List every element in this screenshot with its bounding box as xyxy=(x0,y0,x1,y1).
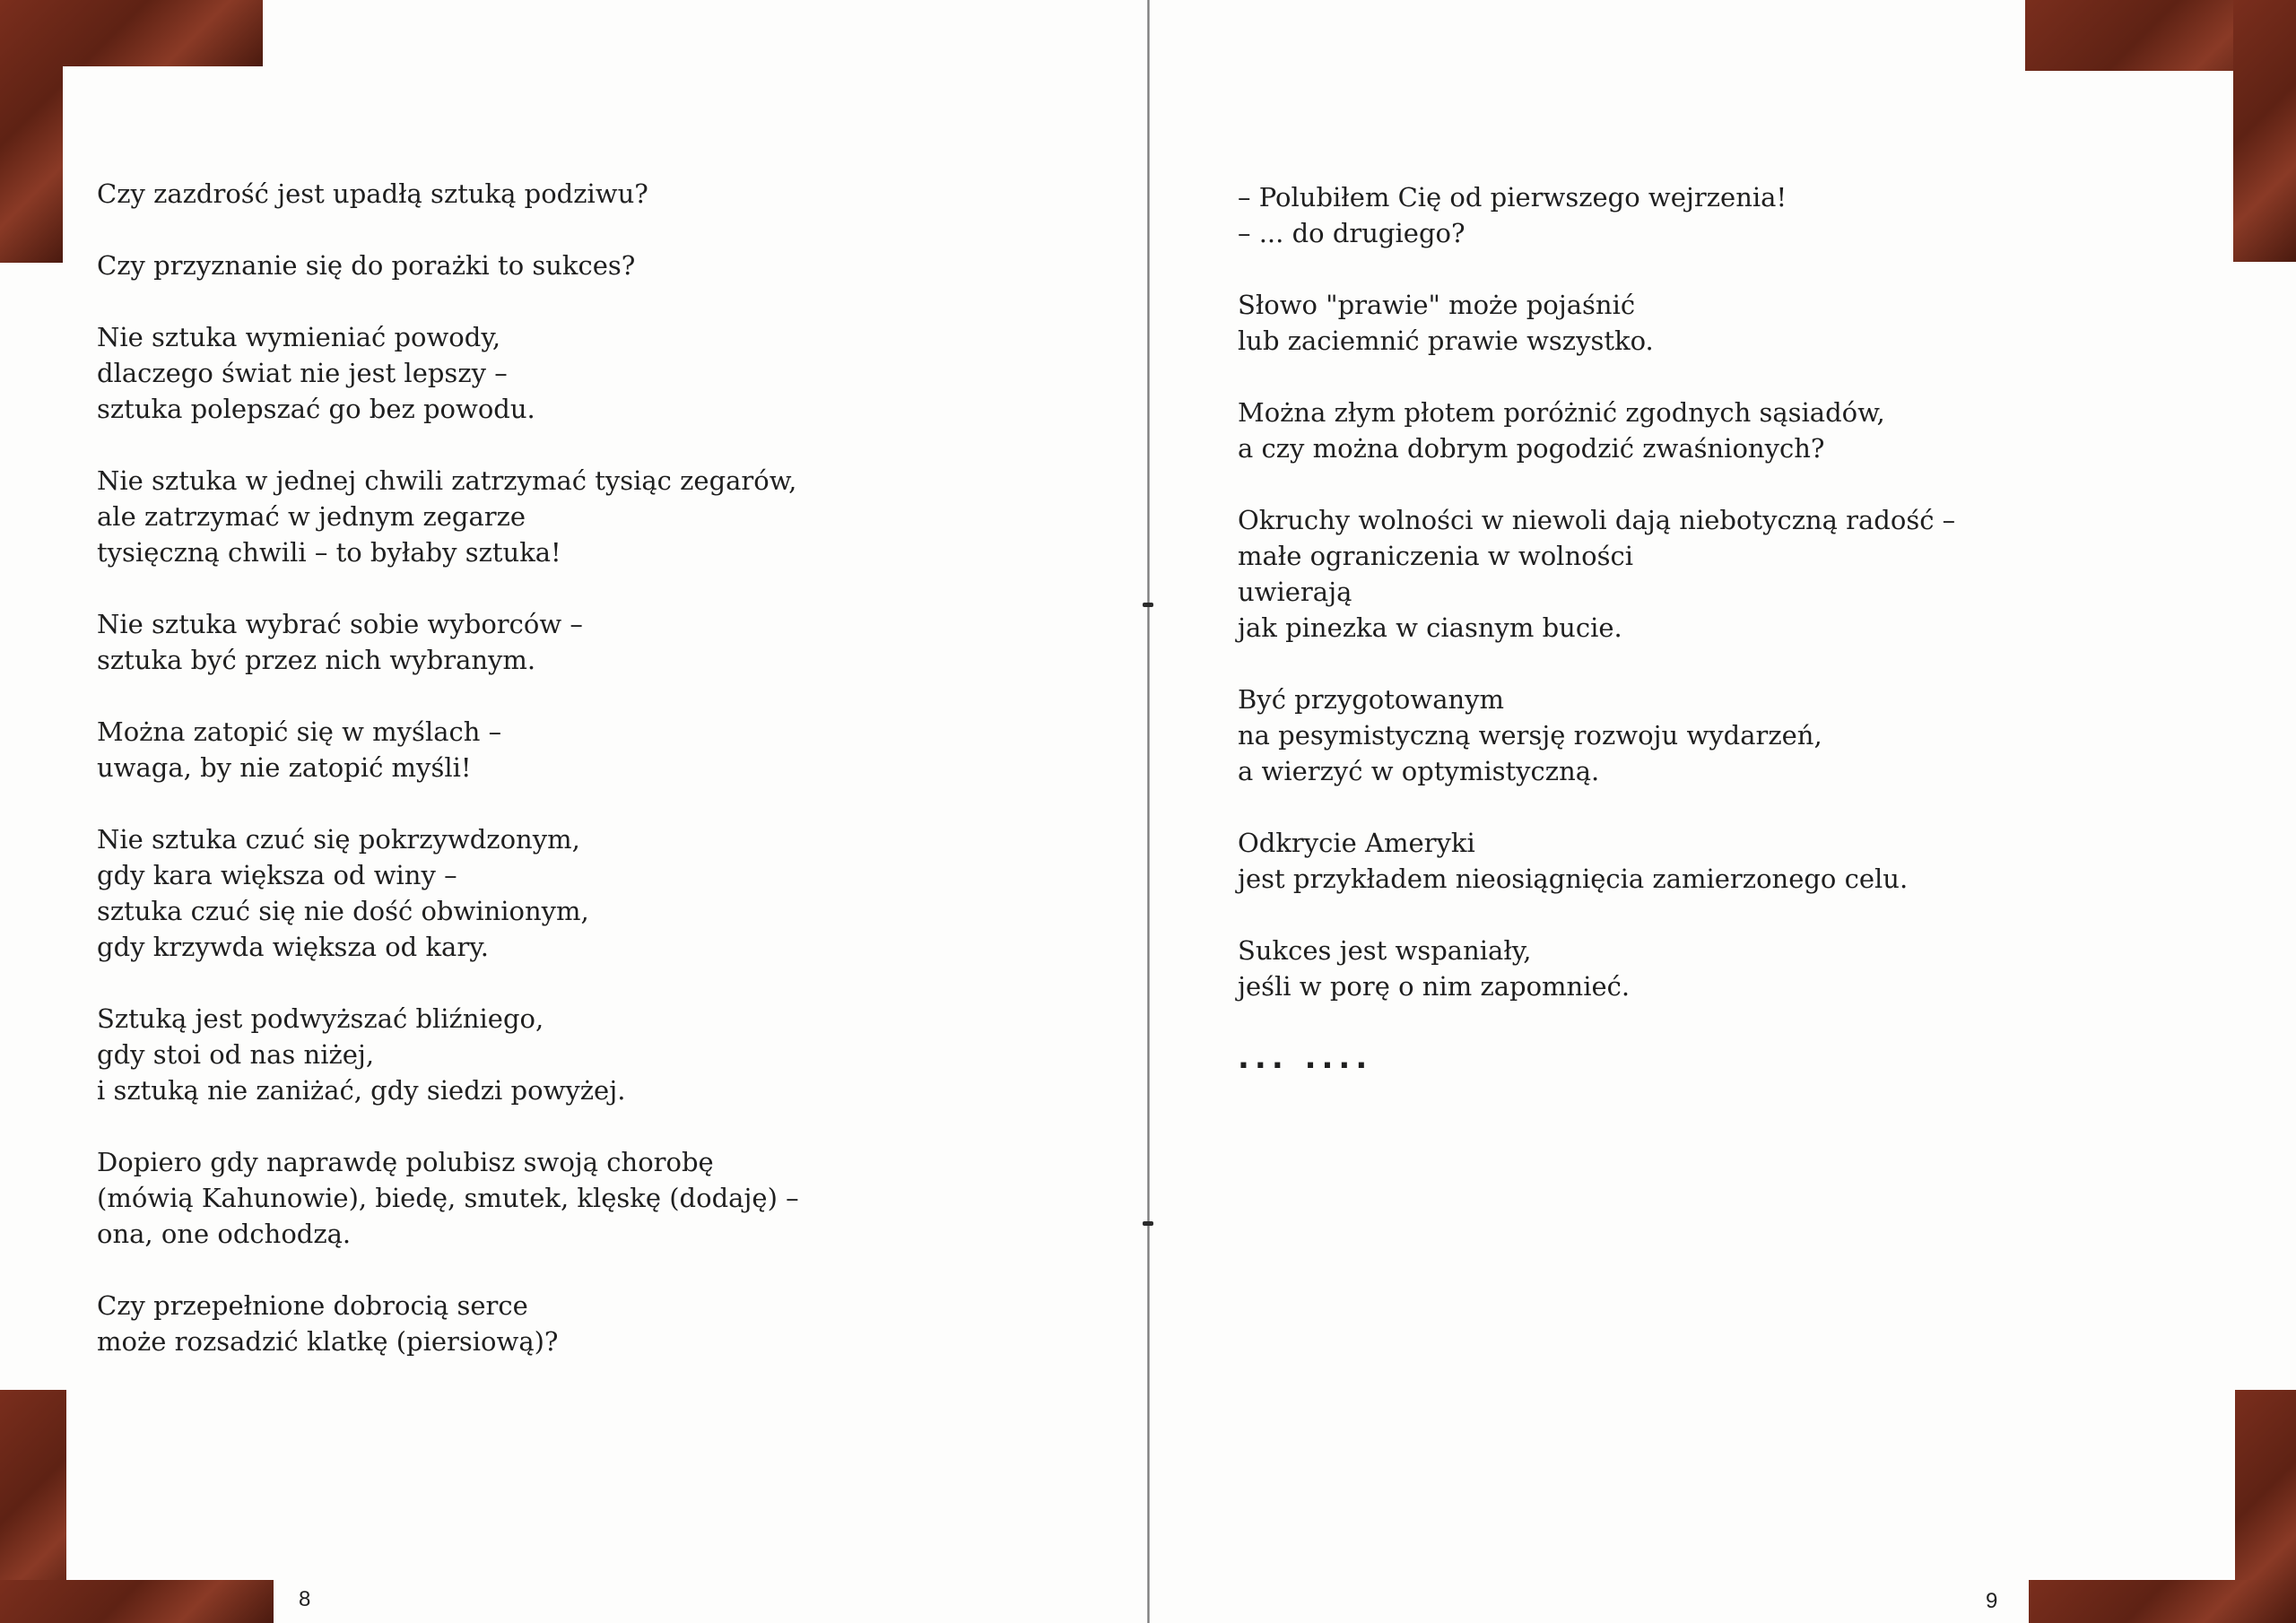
left-page-number: 8 xyxy=(299,1587,311,1611)
stanza xyxy=(97,714,1048,785)
text-line: jest przykładem nieosiągnięcia zamierzonego celu. xyxy=(1238,864,1909,894)
text-line: jak pinezka w ciasnym bucie. xyxy=(1238,612,1622,643)
text-line: uwaga, by nie zatopić myśli! xyxy=(97,752,472,783)
stanza xyxy=(1238,502,2188,646)
stanza xyxy=(97,319,1048,427)
text-line: Czy zazdrość jest upadłą sztuką podziwu? xyxy=(97,178,648,209)
text-line: ale zatrzymać w jednym zegarze xyxy=(97,501,526,532)
text-line: i sztuką nie zaniżać, gdy siedzi powyżej. xyxy=(97,1075,626,1106)
text-line: gdy stoi od nas niżej, xyxy=(97,1039,375,1070)
stanza xyxy=(97,1001,1048,1108)
stanza xyxy=(1238,825,2188,897)
book-gutter xyxy=(1147,0,1150,1623)
stanza xyxy=(1238,287,2188,359)
right-page-number: 9 xyxy=(1986,1589,1998,1613)
text-line: jeśli w porę o nim zapomnieć. xyxy=(1238,971,1631,1002)
left-page-text xyxy=(97,176,1048,1395)
text-line: Czy przyznanie się do porażki to sukces? xyxy=(97,250,636,281)
text-line: gdy krzywda większa od kary. xyxy=(97,932,489,962)
text-line: Słowo "prawie" może pojaśnić xyxy=(1238,290,1636,320)
text-line: tysięczną chwili – to byłaby sztuka! xyxy=(97,537,561,568)
stanza xyxy=(1238,681,2188,789)
right-page-text xyxy=(1238,179,2188,1076)
text-line: Można zatopić się w myślach – xyxy=(97,716,502,747)
text-line: – ... do drugiego? xyxy=(1238,218,1465,248)
text-line: Nie sztuka wymieniać powody, xyxy=(97,322,501,352)
text-line: Sukces jest wspaniały, xyxy=(1238,935,1532,966)
text-line: gdy kara większa od winy – xyxy=(97,860,457,890)
text-line: Nie sztuka wybrać sobie wyborców – xyxy=(97,609,583,639)
text-line: Nie sztuka w jednej chwili zatrzymać tysiąc zegarów, xyxy=(97,465,797,496)
text-line: Odkrycie Ameryki xyxy=(1238,828,1475,858)
corner-top-right-vertical xyxy=(2233,0,2296,262)
closing-ellipsis-mark: ... .... xyxy=(1238,1040,1373,1076)
stanza xyxy=(1238,933,2188,1004)
text-line: Okruchy wolności w niewoli dają niebotyczną radość – xyxy=(1238,505,1956,535)
text-line: ona, one odchodzą. xyxy=(97,1219,352,1249)
corner-top-left-vertical xyxy=(0,0,63,263)
text-line: Nie sztuka czuć się pokrzywdzonym, xyxy=(97,824,580,855)
text-line: uwierają xyxy=(1238,577,1352,607)
text-line: Być przygotowanym xyxy=(1238,684,1505,715)
text-line: Można złym płotem poróżnić zgodnych sąsiadów, xyxy=(1238,397,1885,428)
text-line: Sztuką jest podwyższać bliźniego, xyxy=(97,1003,544,1034)
stanza xyxy=(97,606,1048,678)
stanza xyxy=(1238,395,2188,466)
text-line: sztuka czuć się nie dość obwinionym, xyxy=(97,896,589,926)
staple-lower xyxy=(1143,1221,1153,1226)
stanza xyxy=(97,821,1048,965)
stanza xyxy=(97,1144,1048,1252)
stanza xyxy=(97,1288,1048,1359)
stanza xyxy=(97,463,1048,570)
stanza xyxy=(1238,179,2188,251)
text-line: małe ograniczenia w wolności xyxy=(1238,541,1633,571)
corner-bottom-right-horizontal xyxy=(2029,1580,2296,1623)
text-line: – Polubiłem Cię od pierwszego wejrzenia! xyxy=(1238,182,1787,213)
text-line: Czy przepełnione dobrocią serce xyxy=(97,1290,528,1321)
text-line: Dopiero gdy naprawdę polubisz swoją chorobę xyxy=(97,1147,714,1177)
text-line: może rozsadzić klatkę (piersiową)? xyxy=(97,1326,559,1357)
text-line: sztuka być przez nich wybranym. xyxy=(97,645,536,675)
staple-upper xyxy=(1143,603,1153,607)
stanza xyxy=(97,176,1048,212)
stanza xyxy=(97,247,1048,283)
text-line: a czy można dobrym pogodzić zwaśnionych? xyxy=(1238,433,1825,464)
corner-bottom-left-horizontal xyxy=(0,1580,274,1623)
text-line: sztuka polepszać go bez powodu. xyxy=(97,394,535,424)
text-line: na pesymistyczną wersję rozwoju wydarzeń, xyxy=(1238,720,1822,751)
text-line: dlaczego świat nie jest lepszy – xyxy=(97,358,508,388)
text-line: (mówią Kahunowie), biedę, smutek, klęskę (dodaję) – xyxy=(97,1183,799,1213)
text-line: lub zaciemnić prawie wszystko. xyxy=(1238,325,1654,356)
text-line: a wierzyć w optymistyczną. xyxy=(1238,756,1600,786)
